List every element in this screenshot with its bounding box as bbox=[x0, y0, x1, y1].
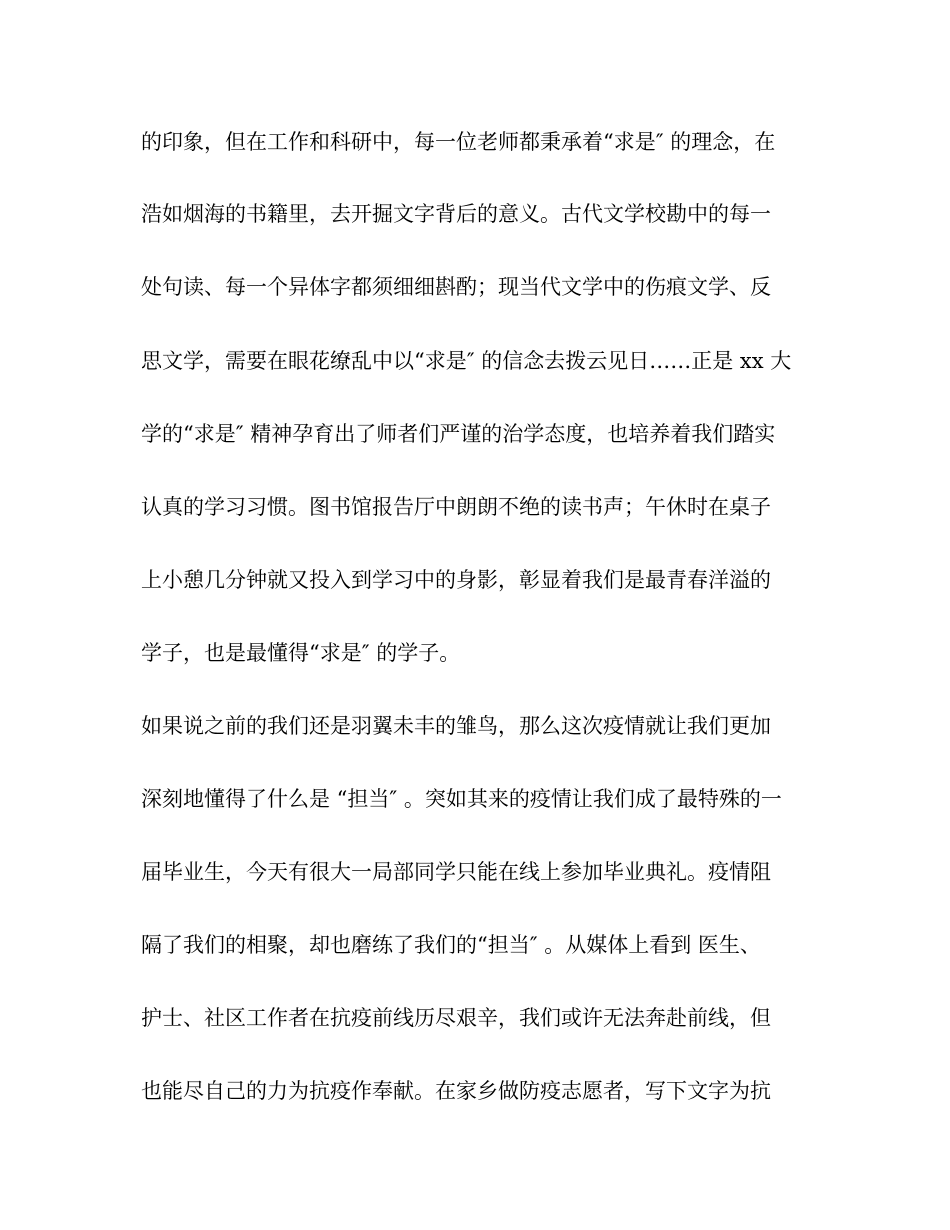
text-line: 思文学，需要在眼花缭乱中以“求是″ 的信念去拨云见日……正是 xx 大 bbox=[141, 349, 792, 373]
text-line: 处句读、每一个异体字都须细细斟酌；现当代文学中的伤痕文学、反 bbox=[141, 275, 771, 299]
text-line: 隔了我们的相聚，却也磨练了我们的“担当″ 。从媒体上看到 医生、 bbox=[141, 933, 761, 957]
text-line: 学子，也是最懂得“求是″ 的学子。 bbox=[141, 641, 461, 665]
text-line: 的印象，但在工作和科研中，每一位老师都秉承着“求是″ 的理念，在 bbox=[141, 130, 776, 154]
text-line: 上小憩几分钟就又投入到学习中的身影，彰显着我们是最青春洋溢的 bbox=[141, 568, 771, 592]
text-line: 如果说之前的我们还是羽翼未丰的雏鸟，那么这次疫情就让我们更加 bbox=[141, 714, 771, 738]
text-line: 认真的学习习惯。图书馆报告厅中朗朗不绝的读书声；午休时在桌子 bbox=[141, 495, 771, 519]
text-line: 也能尽自己的力为抗疫作奉献。在家乡做防疫志愿者，写下文字为抗 bbox=[141, 1079, 771, 1103]
text-line: 深刻地懂得了什么是 “担当″ 。突如其来的疫情让我们成了最特殊的一 bbox=[141, 787, 782, 811]
text-line: 护士、社区工作者在抗疫前线历尽艰辛，我们或许无法奔赴前线，但 bbox=[141, 1006, 771, 1030]
text-line: 浩如烟海的书籍里，去开掘文字背后的意义。古代文学校勘中的每一 bbox=[141, 202, 771, 226]
text-line: 学的“求是″ 精神孕育出了师者们严谨的治学态度，也培养着我们踏实 bbox=[141, 422, 776, 446]
text-line: 届毕业生，今天有很大一局部同学只能在线上参加毕业典礼。疫情阻 bbox=[141, 860, 771, 884]
